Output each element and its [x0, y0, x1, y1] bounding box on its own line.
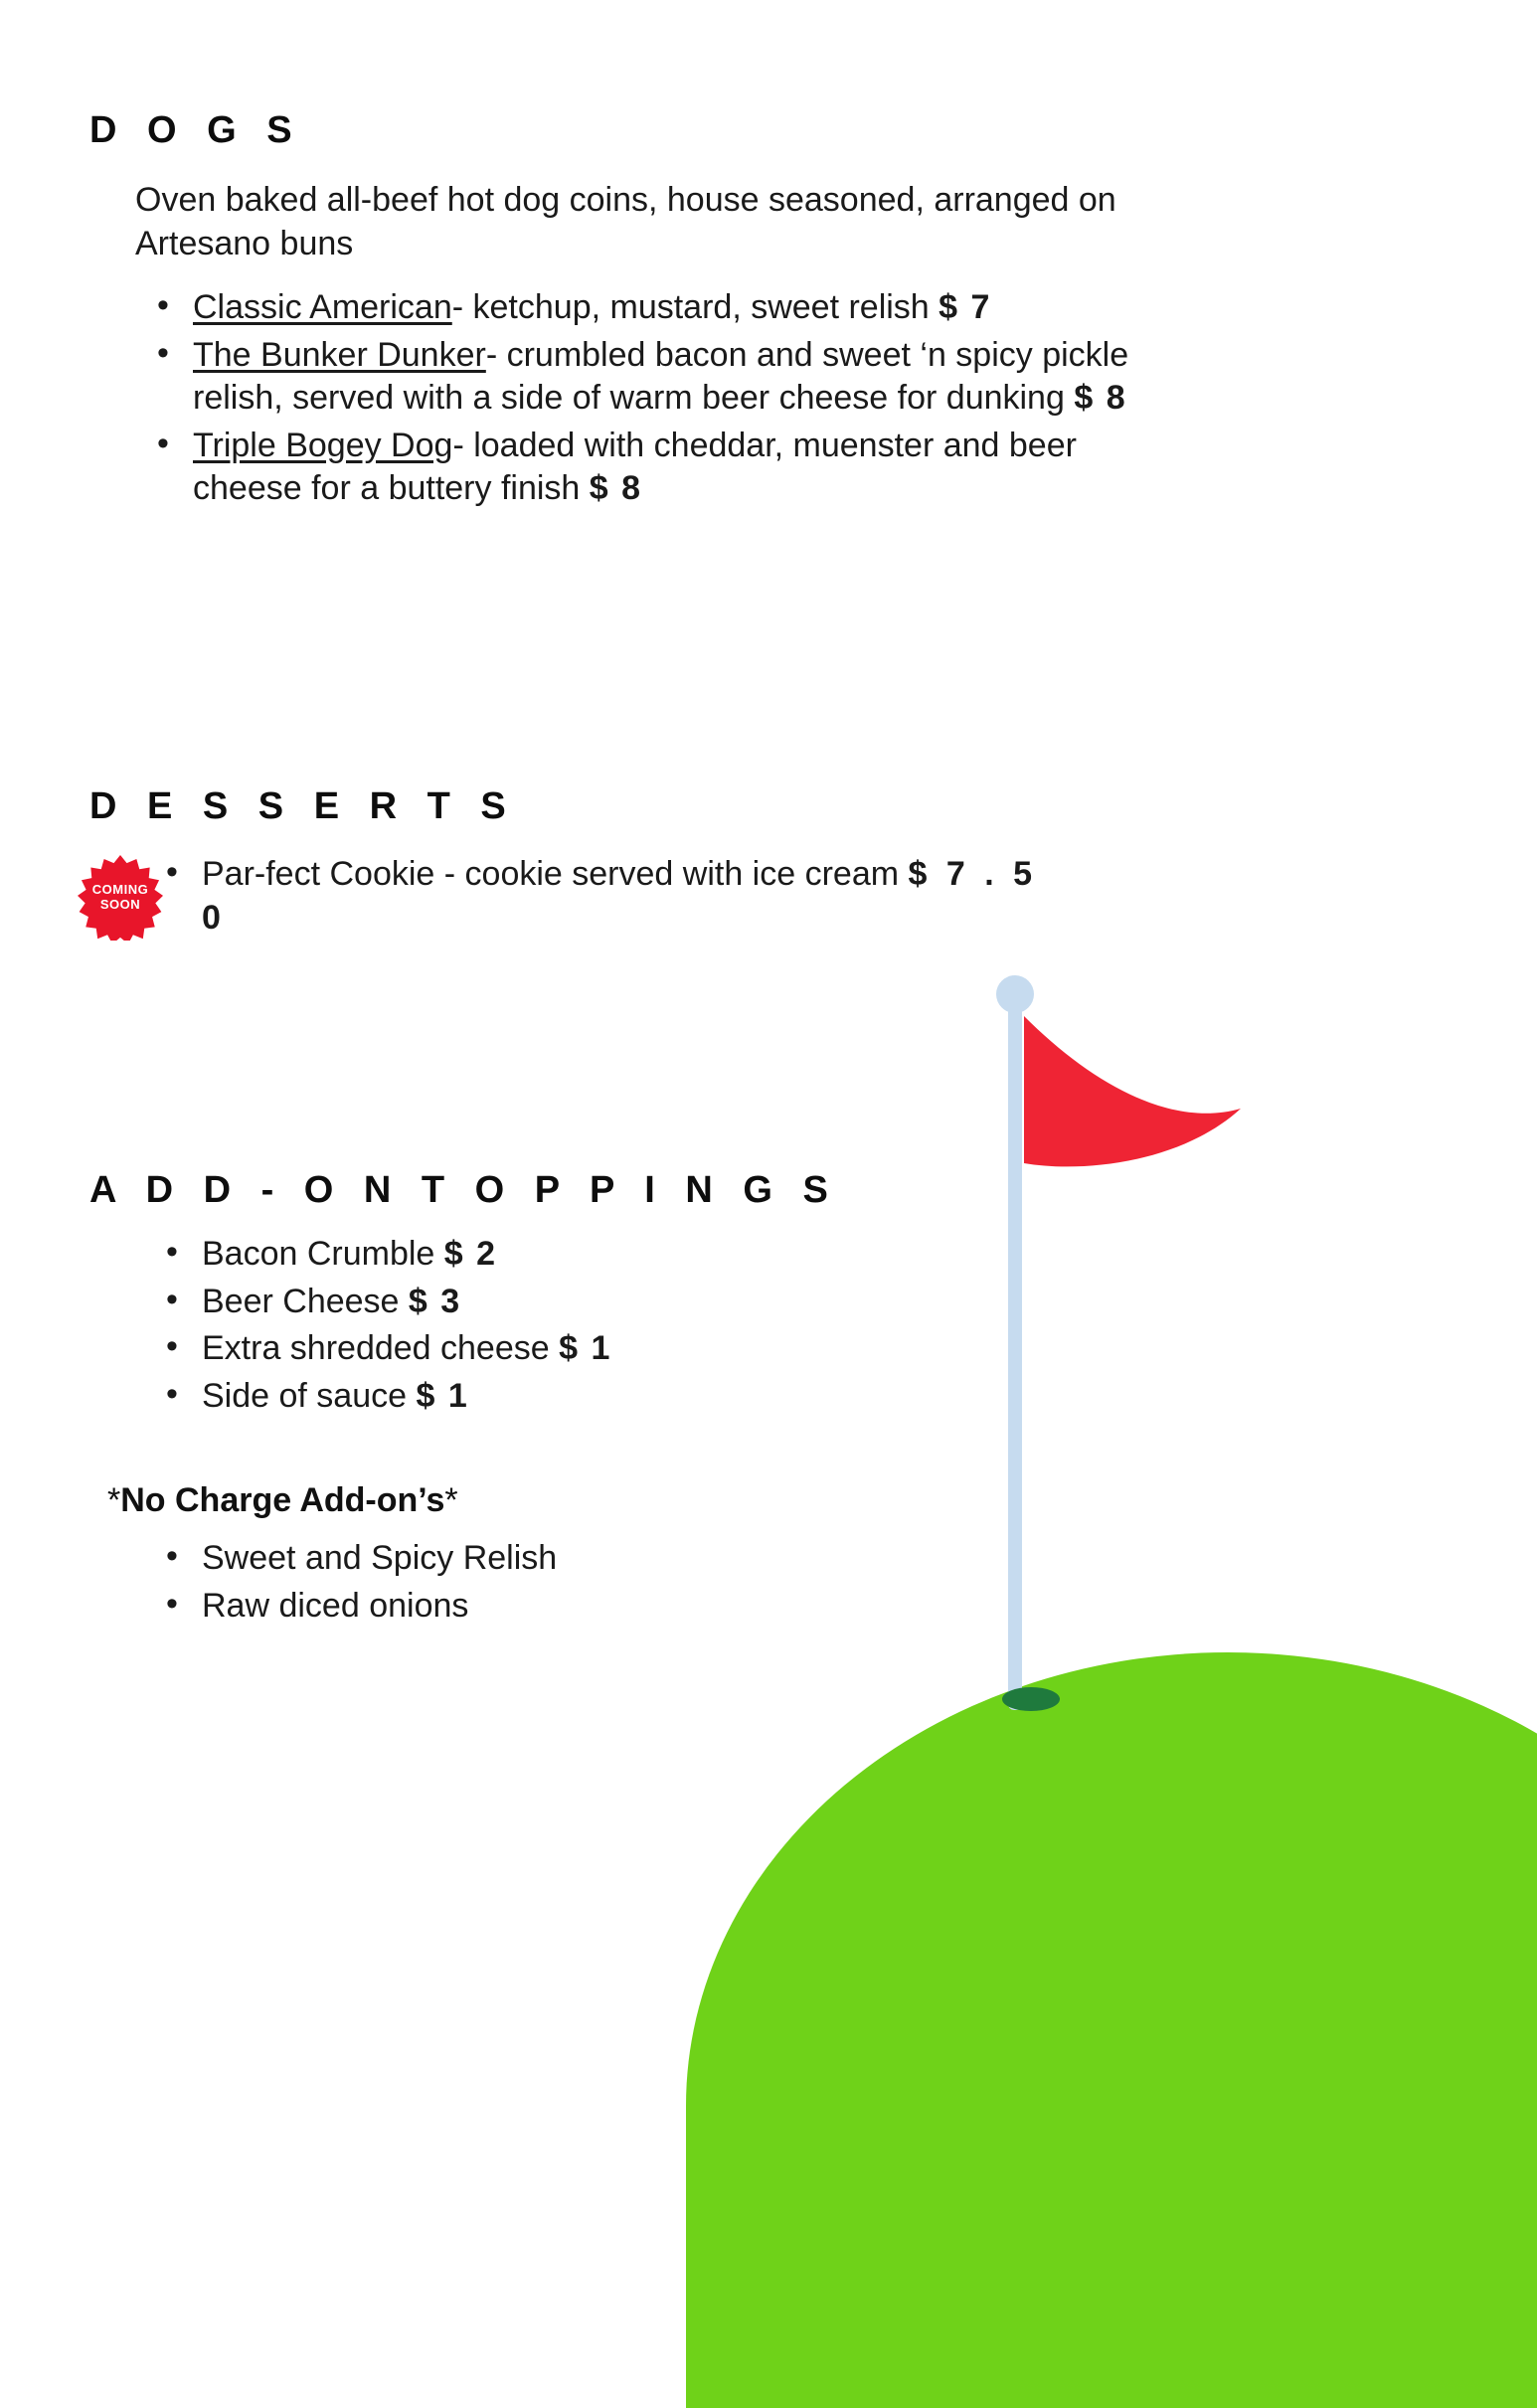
list-item: [135, 425, 1129, 511]
section-heading-no-charge: [107, 1481, 458, 1520]
list-item: [144, 853, 1039, 940]
item-price: $ 7 . 5 0: [202, 855, 1038, 937]
item-name: Triple Bogey Dog: [193, 426, 453, 464]
item-name: The Bunker Dunker: [193, 335, 486, 374]
item-name: Beer Cheese: [202, 1282, 400, 1320]
putting-green-graphic: [686, 1652, 1537, 2408]
golf-hole-graphic: [1002, 1687, 1060, 1711]
list-item: [144, 1233, 939, 1277]
badge-line-1: COMING: [91, 882, 149, 898]
item-price: $ 7: [939, 288, 992, 326]
item-desc: - ketchup, mustard, sweet relish: [451, 288, 930, 326]
dogs-item-list: [135, 286, 1129, 515]
section-heading-desserts: D E S S E R T S: [89, 785, 516, 827]
addon-item-list: [144, 1233, 939, 1422]
no-charge-suffix: *: [444, 1481, 458, 1519]
section-heading-addon-toppings: A D D - O N T O P P I N G S: [89, 1169, 838, 1211]
list-item: [144, 1281, 939, 1324]
desserts-item-list: [144, 853, 1039, 944]
item-price: $ 3: [408, 1282, 462, 1320]
item-name: Bacon Crumble: [202, 1235, 435, 1273]
item-name: Side of sauce: [202, 1376, 408, 1415]
item-name: Sweet and Spicy Relish: [202, 1539, 558, 1577]
flag-finial-graphic: [996, 975, 1034, 1013]
no-charge-title: No Charge Add-on’s: [120, 1481, 445, 1519]
flag-pole-graphic: [1008, 992, 1022, 1710]
item-price: $ 8: [1074, 379, 1127, 418]
item-price: $ 1: [559, 1329, 612, 1368]
item-desc: - crumbled bacon and sweet ‘n spicy pickle relish, served with a side of warm beer cheese for dunking: [193, 335, 1129, 418]
list-item: [135, 334, 1129, 421]
no-charge-prefix: *: [107, 1481, 121, 1519]
item-name: Extra shredded cheese: [202, 1329, 550, 1368]
dogs-intro-text: Oven baked all-beef hot dog coins, house seasoned, arranged on Artesano buns: [135, 181, 1116, 262]
list-item: [144, 1585, 939, 1629]
list-item: [144, 1537, 939, 1581]
item-price: $ 8: [589, 469, 643, 508]
no-charge-item-list: [144, 1537, 939, 1632]
list-item: [144, 1375, 939, 1419]
item-price: $ 1: [416, 1376, 469, 1415]
list-item: [135, 286, 1129, 330]
badge-line-2: SOON: [99, 897, 141, 912]
golf-flag-icon: [1022, 1014, 1243, 1173]
item-name: Par-fect Cookie: [202, 855, 435, 893]
item-desc: - loaded with cheddar, muenster and beer cheese for a buttery finish: [193, 426, 1077, 508]
section-heading-dogs: D O G S: [89, 109, 302, 151]
list-item: [144, 1327, 939, 1371]
item-desc: - cookie served with ice cream: [443, 855, 900, 893]
item-name: Raw diced onions: [202, 1586, 469, 1625]
item-price: $ 2: [443, 1235, 498, 1273]
item-name: Classic American: [193, 288, 452, 326]
